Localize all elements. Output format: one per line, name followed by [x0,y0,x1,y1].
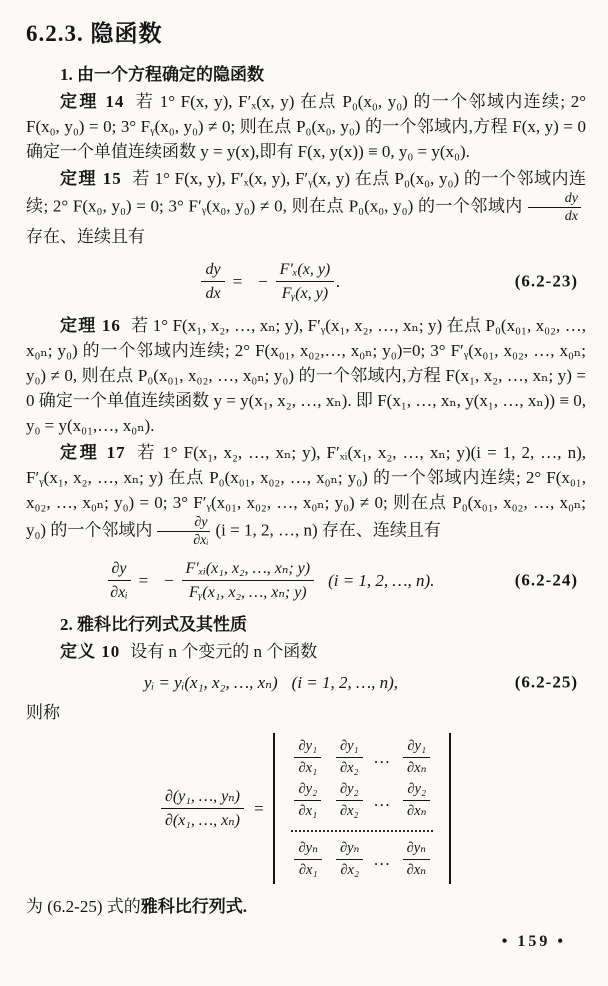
fraction-numerator: ∂(y₁, …, yₙ) [161,787,244,809]
fraction-numerator: ∂y₂ [403,781,430,801]
matrix-ellipsis-row [291,826,433,832]
lhs-fraction [201,260,224,303]
fraction-numerator: F′ₓ(x, y) [276,260,335,282]
theorem-15-paragraph [26,166,586,249]
theorem-14-label: 定理 14 [60,92,125,111]
lhs-fraction [108,559,131,602]
rhs-fraction [182,559,315,602]
equation-condition: (i = 1, 2, …, n), [291,672,399,692]
equation-6-2-25 [26,668,586,696]
theorem-17-text-after: (i = 1, 2, …, n) 存在、连续且有 [215,520,441,540]
theorem-16-paragraph [26,313,586,438]
fraction-denominator: ∂x₁ [298,803,318,819]
fraction-numerator: ∂yₙ [336,840,363,860]
theorem-15-text-before: 若 1° F(x, y), F′ₓ(x, y), F′ᵧ(x, y) 在点 P₀(x₀, y₀) 的一个邻域内连续; 2° F(x₀, y₀) = 0; 3° F′ᵧ(x₀, y₀) ≠ 0, 则在点 P₀(x₀, y₀) 的一个邻域内 [26,169,587,216]
matrix-cdots: … [374,850,392,869]
theorem-14-paragraph [26,89,586,164]
equals-sign: = [252,799,265,818]
footer-text-normal: 为 (6.2-25) 式的 [26,897,141,916]
fraction-numerator: ∂y₁ [294,738,321,758]
matrix-cell [403,781,430,820]
equals-sign: = [231,271,244,291]
fraction-numerator: ∂y₁ [336,738,363,758]
definition-10-text: 设有 n 个变元的 n 个函数 [130,642,318,661]
matrix-cell [336,738,363,777]
equation-number: (6.2-23) [514,271,578,291]
equation-number: (6.2-24) [514,570,578,590]
equation-period: . [336,271,341,291]
matrix-cell [294,738,321,777]
matrix-cell [403,738,430,777]
fraction-numerator: ∂y [108,559,131,581]
equation-condition: (i = 1, 2, …, n). [328,570,435,590]
fraction-denominator: ∂xₙ [406,803,427,819]
theorem-16-text: 若 1° F(x₁, x₂, …, xₙ; y), F′ᵧ(x₁, x₂, …, xₙ; y) 在点 P₀(x₀₁, x₀₂, …, x₀ₙ; y₀) 的一个邻域内连续; 2° F(x₀₁, x₀₂,…, x₀ₙ; y₀)=0; 3° F′ᵧ(x₀₁, x₀₂, …, x₀ₙ; y₀) ≠ 0, 则在点 P₀(x₀₁, x₀₂, …, x₀ₙ; y₀) 的一个邻域内,方程 F(x₁, x₂, …, xₙ; y) = 0 确定一个单值连续函数 y = y(x₁, x₂, …, xₙ). 即 F(x₁, …, xₙ, y(x₁, …, xₙ)) ≡ 0, y₀ = y(x₀₁,…, x₀ₙ). [26,316,586,435]
fraction-numerator: ∂y₂ [294,781,321,801]
fraction-denominator: ∂x₂ [339,760,359,776]
rhs-fraction [276,260,335,303]
fraction-numerator: dy [528,191,581,208]
fraction-denominator: ∂xᵢ [110,583,128,601]
theorem-16-label: 定理 16 [60,316,121,335]
inline-fraction-dy-dx [528,191,581,224]
fraction-denominator: ∂xₙ [406,760,427,776]
theorem-17-paragraph [26,440,586,548]
subsection-2-heading: 2. 雅科比行列式及其性质 [60,615,247,634]
matrix-row-2 [287,781,437,820]
inline-fraction-dy-dxi [157,515,210,548]
matrix-cell [336,840,363,879]
fraction-denominator: Fᵧ(x, y) [281,284,329,302]
page-number: • 159 • [501,933,566,950]
fraction-numerator: ∂yₙ [294,840,321,860]
matrix-cdots: … [374,748,392,767]
fraction-numerator: ∂y [157,515,210,532]
equals-sign: = [137,570,150,590]
fraction-numerator: F′ₓᵢ(x₁, x₂, …, xₙ; y) [182,559,315,581]
fraction-numerator: dy [201,260,224,282]
section-heading: 6.2.3. 隐函数 [26,21,163,46]
fraction-denominator: ∂x₁ [298,760,318,776]
matrix-cell [403,840,430,879]
matrix-row-n [287,840,437,879]
equation-body: yᵢ = yᵢ(x₁, x₂, …, xₙ) [143,672,278,692]
matrix-cdots: … [374,791,392,810]
jacobian-naming-sentence [26,894,586,919]
theorem-15-text-after: 存在、连续且有 [26,227,145,246]
fraction-numerator: ∂yₙ [403,840,430,860]
jacobian-definition [26,733,586,884]
fraction-denominator: ∂(x₁, …, xₙ) [164,812,240,829]
definition-10-label: 定义 10 [60,642,121,661]
footer-text-bold: 雅科比行列式. [140,897,247,916]
fraction-denominator: Fᵧ(x₁, x₂, …, xₙ; y) [188,583,307,601]
then-called-text: 则称 [26,703,60,722]
determinant-matrix [273,733,451,884]
theorem-15-label: 定理 15 [60,169,122,188]
matrix-row-1 [287,738,437,777]
theorem-17-text-before: 若 1° F(x₁, x₂, …, xₙ; y), F′ₓᵢ(x₁, x₂, …, xₙ; y)(i = 1, 2, …, n), F′ᵧ(x₁, x₂, …, xₙ; y) 在点 P₀(x₀₁, x₀₂, …, x₀ₙ; y₀) 的一个邻域内连续; 2° F(x₀₁, x₀₂, …, x₀ₙ; y₀) = 0; 3° F′ᵧ(x₀₁, x₀₂, …, x₀ₙ; y₀) ≠ 0; 则在点 P₀(x₀₁, x₀₂, …, x₀ₙ; y₀) 的一个邻域内 [26,443,586,540]
equation-6-2-23 [26,259,586,303]
matrix-cell [336,781,363,820]
fraction-denominator: ∂xₙ [406,862,427,878]
fraction-numerator: ∂y₁ [403,738,430,758]
fraction-denominator: dx [564,209,578,224]
minus-sign: − [163,570,175,590]
fraction-denominator: ∂x₂ [339,803,359,819]
matrix-cell [294,840,321,879]
jacobian-lhs-fraction [161,787,244,830]
fraction-denominator: dx [205,284,221,302]
fraction-denominator: ∂x₁ [298,862,318,878]
subsection-1-heading: 1. 由一个方程确定的隐函数 [60,65,264,84]
fraction-denominator: ∂x₂ [340,862,360,878]
fraction-denominator: ∂xᵢ [193,533,209,548]
equation-number: (6.2-25) [514,672,578,692]
matrix-cell [294,781,321,820]
equation-6-2-24 [26,558,586,602]
definition-10-paragraph [26,639,586,664]
minus-sign: − [257,271,269,291]
fraction-numerator: ∂y₂ [336,781,363,801]
theorem-14-text: 若 1° F(x, y), F′ₓ(x, y) 在点 P₀(x₀, y₀) 的一个邻域内连续; 2° F(x₀, y₀) = 0; 3° Fᵧ(x₀, y₀) ≠ 0; 则在点 P₀(x₀, y₀) 的一个邻域内,方程 F(x, y) = 0 确定一个单值连续函数 y = y(x),即有 F(x, y(x)) ≡ 0, y₀ = y(x₀). [26,92,586,161]
theorem-17-label: 定理 17 [60,443,126,462]
